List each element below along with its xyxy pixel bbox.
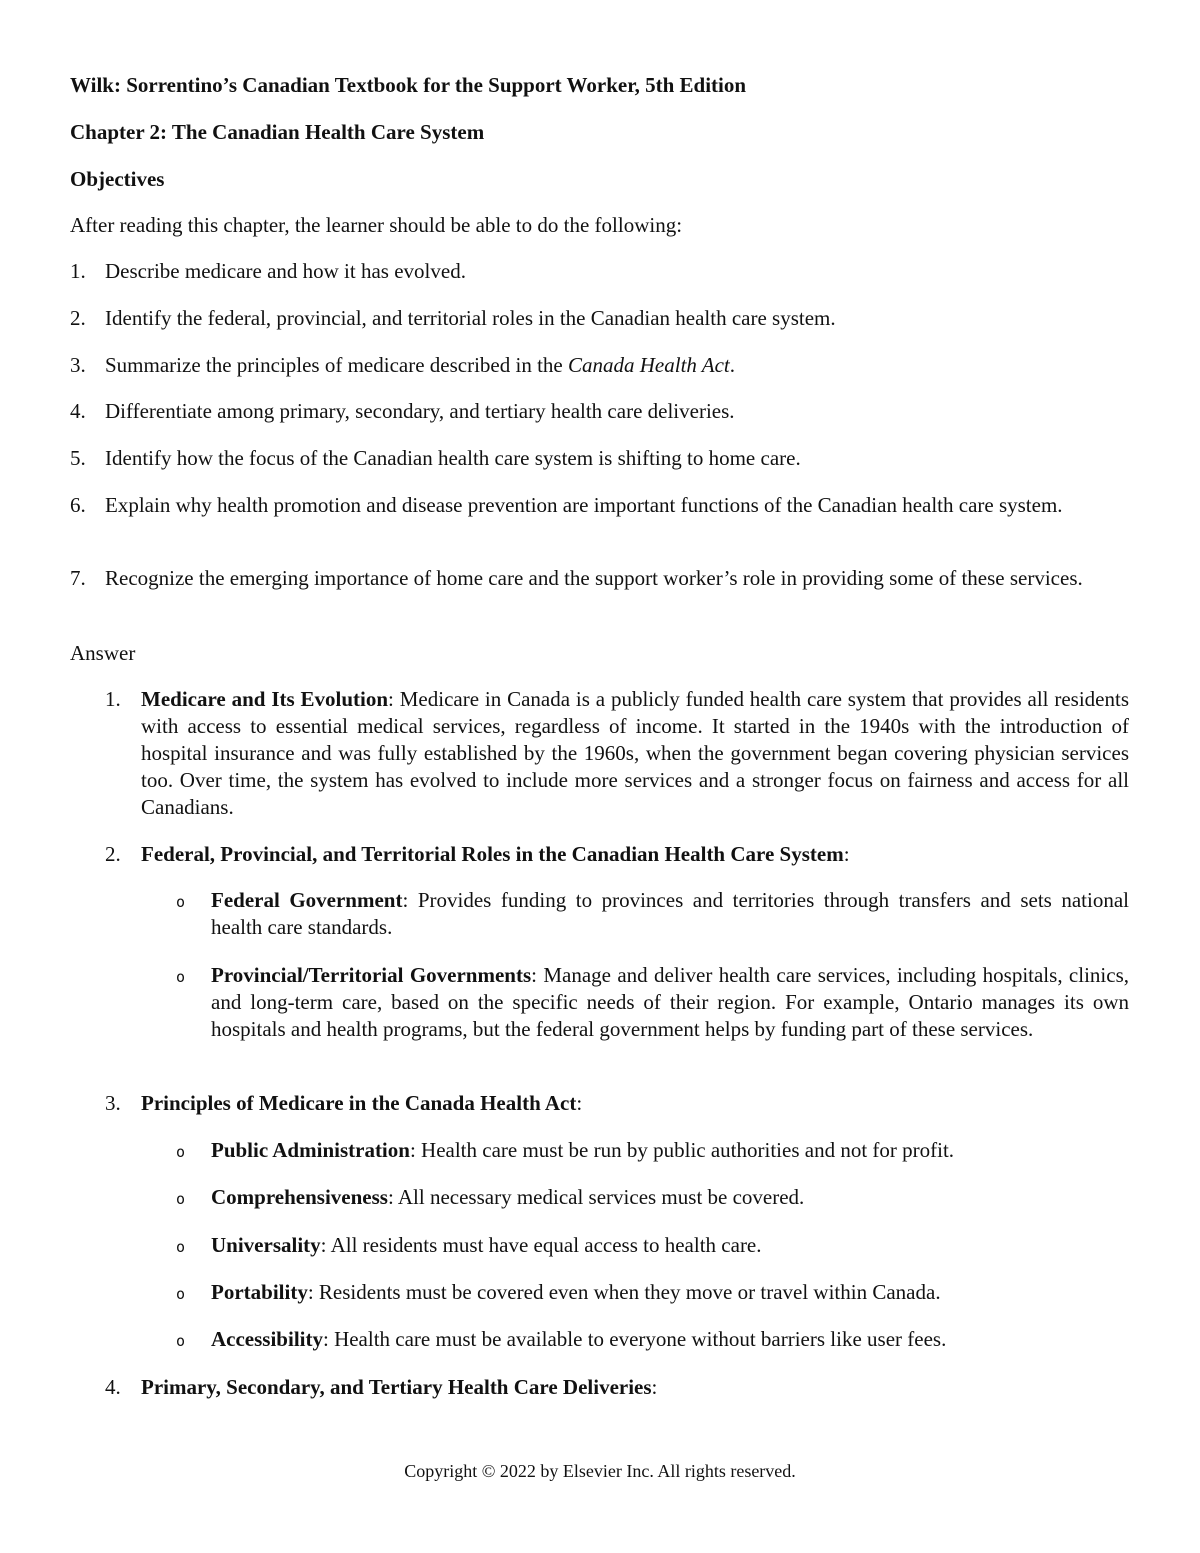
sub-item-title: Federal Government [211,888,403,912]
sub-item-body: : Health care must be available to everyone without barriers like user fees. [322,1327,947,1351]
bullet-icon: o [176,1285,186,1303]
answer-text [141,841,1129,868]
objective-text: Describe medicare and how it has evolved. [105,259,466,283]
sub-item-body: : Provides funding to provinces and territories through transfers and sets national health care standards. [211,888,1129,939]
objective-number: 4. [70,399,86,423]
objective-number: 7. [70,566,86,590]
answer-heading: Answer [70,641,136,665]
sub-item-text [211,1184,1129,1211]
sub-item-text [211,1137,1129,1164]
sub-item-title: Universality [211,1233,321,1257]
sub-item-title: Provincial/Territorial Governments [211,963,532,987]
sub-item-body: : Health care must be run by public authorities and not for profit. [409,1138,955,1162]
objective-number: 3. [70,353,86,377]
answer-text [141,686,1129,821]
answer-title: Principles of Medicare in the Canada Health Act [141,1091,577,1115]
sub-item-text [211,1279,1129,1306]
objective-text: Identify how the focus of the Canadian health care system is shifting to home care. [105,446,801,470]
sub-item-text [211,962,1129,1043]
sub-item-text [211,887,1129,941]
objective-number: 6. [70,493,86,517]
answer-body: : [576,1091,583,1115]
objective-text-start: Summarize the principles of medicare described in the [105,353,568,377]
objective-text: Differentiate among primary, secondary, and tertiary health care deliveries. [105,399,735,423]
answer-title: Medicare and Its Evolution [141,687,389,711]
objective-number: 5. [70,446,86,470]
objective-text-end: . [729,353,736,377]
sub-item-body: : All residents must have equal access to health care. [320,1233,762,1257]
sub-item-body: : Residents must be covered even when they move or travel within Canada. [307,1280,941,1304]
objective-text [105,352,1128,379]
sub-item-title: Accessibility [211,1327,323,1351]
sub-item-title: Portability [211,1280,308,1304]
bullet-icon: o [176,1143,186,1161]
sub-item-title: Comprehensiveness [211,1185,388,1209]
objective-number: 1. [70,259,86,283]
objective-text: Explain why health promotion and disease prevention are important functions of the Canadian health care system. [105,493,1063,517]
answer-number: 2. [105,842,121,866]
answer-body: : Medicare in Canada is a publicly funded health care system that provides all residents with access to essential medical services, regardless of income. It started in the 1940s with the introduction of hospital insurance and was fully established by the 1960s, when the government began covering physician services too. Over time, the system has evolved to include more services and a stronger focus on fairness and access for all Canadians. [141,687,1130,819]
objective-text: Recognize the emerging importance of home care and the support worker’s role in providing some of these services. [105,566,1083,590]
book-title: Wilk: Sorrentino’s Canadian Textbook for the Support Worker, 5th Edition [70,73,747,97]
answer-number: 1. [105,687,121,711]
sub-item-title: Public Administration [211,1138,410,1162]
objectives-heading: Objectives [70,167,165,191]
act-title: Canada Health Act [568,353,730,377]
copyright-footer: Copyright © 2022 by Elsevier Inc. All rights reserved. [404,1461,796,1481]
answer-number: 4. [105,1375,121,1399]
answer-body: : [843,842,850,866]
bullet-icon: o [176,893,186,911]
bullet-icon: o [176,1190,186,1208]
sub-item-text [211,1326,1129,1353]
bullet-icon: o [176,1238,186,1256]
bullet-icon: o [176,1332,186,1350]
objectives-intro: After reading this chapter, the learner should be able to do the following: [70,213,683,237]
objective-number: 2. [70,306,86,330]
answer-title: Federal, Provincial, and Territorial Roles in the Canadian Health Care System [141,842,844,866]
answer-title: Primary, Secondary, and Tertiary Health Care Deliveries [141,1375,652,1399]
sub-item-body: : All necessary medical services must be covered. [387,1185,805,1209]
chapter-title: Chapter 2: The Canadian Health Care System [70,120,485,144]
answer-body: : [651,1375,658,1399]
bullet-icon: o [176,968,186,986]
answer-text [141,1374,1129,1401]
objective-text: Identify the federal, provincial, and territorial roles in the Canadian health care system. [105,306,836,330]
answer-text [141,1090,1129,1117]
sub-item-body: : Manage and deliver health care services, including hospitals, clinics, and long-term care, based on the specific needs of their region. For example, Ontario manages its own hospitals and health programs, but the federal government helps by funding part of these services. [211,963,1130,1041]
sub-item-text [211,1232,1129,1259]
answer-number: 3. [105,1091,121,1115]
